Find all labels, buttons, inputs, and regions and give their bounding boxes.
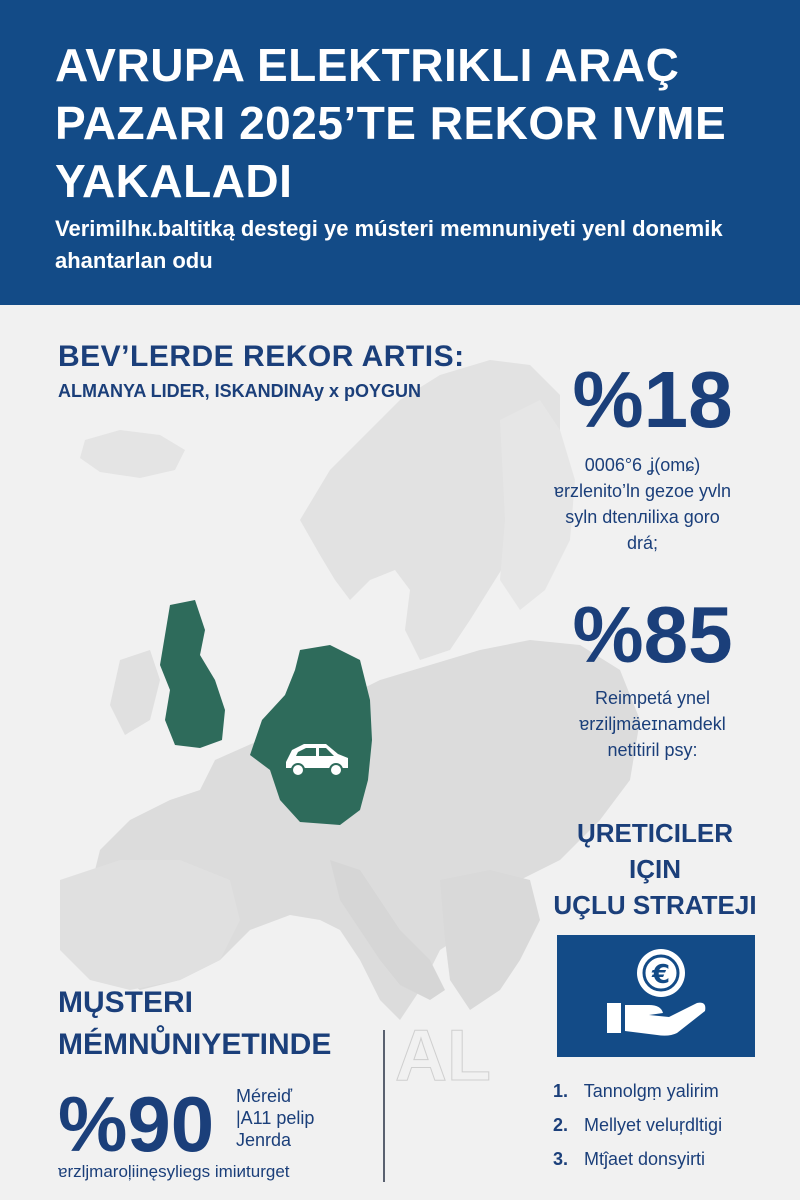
satisfaction-note-line: |A11 pelip bbox=[236, 1108, 315, 1128]
map-ireland bbox=[110, 650, 160, 735]
strategy-steps bbox=[553, 1074, 722, 1176]
stat-bev-desc-line: drá; bbox=[626, 533, 659, 553]
strategy-title-line: ŲRETICILER bbox=[577, 818, 733, 848]
bev-section-title: BEV’LERDE REKOR ARTIS: bbox=[58, 340, 465, 373]
strategy-title-line: IÇIN bbox=[629, 854, 681, 884]
stat-bev-desc-line: syln dtenлilixa goro bbox=[565, 507, 720, 527]
svg-text:€: € bbox=[651, 960, 671, 990]
satisfaction-title-line: MŲSTERI bbox=[58, 986, 193, 1019]
satisfaction-note bbox=[236, 1085, 314, 1151]
header-banner bbox=[0, 0, 800, 305]
stat-investment-desc-line: Reimpetá ynel bbox=[594, 688, 711, 708]
strategy-icon-box bbox=[557, 935, 755, 1057]
map-balkans bbox=[440, 870, 540, 1010]
divider-line bbox=[383, 1030, 385, 1182]
hand-euro-coin-icon bbox=[557, 935, 755, 1057]
satisfaction-caption: ɐrzljmaroļiinęsyliegs imiиturget bbox=[58, 1162, 290, 1181]
strategy-title bbox=[530, 815, 780, 923]
stat-investment-description bbox=[530, 685, 775, 763]
satisfaction-note-line: Méreiď bbox=[236, 1086, 293, 1106]
bev-section-subtitle: ALMANYA LIDER, ISKANDINAy x pOYGUN bbox=[58, 381, 422, 401]
strategy-step: 3. Mtĵaet donsyirti bbox=[553, 1149, 706, 1169]
map-uk-highlight bbox=[160, 600, 225, 748]
stat-bev-desc-line: 0006°6 ʝ(omɕ) bbox=[584, 455, 701, 475]
map-iberia bbox=[60, 860, 240, 990]
stat-bev-desc-line: ɐrzlenito’ln gezoe yvln bbox=[553, 481, 732, 501]
map-watermark: AL bbox=[395, 1016, 491, 1096]
satisfaction-title bbox=[58, 982, 378, 1066]
stat-investment-desc-line: netitiril psy: bbox=[607, 740, 698, 760]
strategy-title-line: UÇLU STRATEJI bbox=[553, 890, 757, 920]
map-iceland bbox=[80, 430, 185, 478]
stat-investment-desc-line: ɐrziljmäeɪnamdekl bbox=[579, 714, 726, 734]
strategy-step: 1. Tannolgṃ yalirim bbox=[553, 1081, 719, 1101]
stat-bev-description bbox=[515, 452, 770, 556]
stat-investment-value: %85 bbox=[572, 590, 733, 679]
page-title: AVRUPA ELEKTRIKLI ARAÇ PAZARI 2025’TE REKOR IVME YAKALADI bbox=[55, 39, 727, 207]
strategy-step: 2. Mellyet veluŗdltigi bbox=[553, 1115, 723, 1135]
satisfaction-title-line: MÉMNŮNIYETINDE bbox=[58, 1028, 332, 1061]
satisfaction-note-line: Jenrda bbox=[236, 1130, 292, 1150]
satisfaction-value: %90 bbox=[58, 1080, 215, 1168]
page-subtitle: Verimilhк.baltitką destegi ye músteri memnuniyeti yenl donemik ahantarlan odu bbox=[55, 216, 723, 273]
stat-bev-value: %18 bbox=[572, 355, 733, 444]
